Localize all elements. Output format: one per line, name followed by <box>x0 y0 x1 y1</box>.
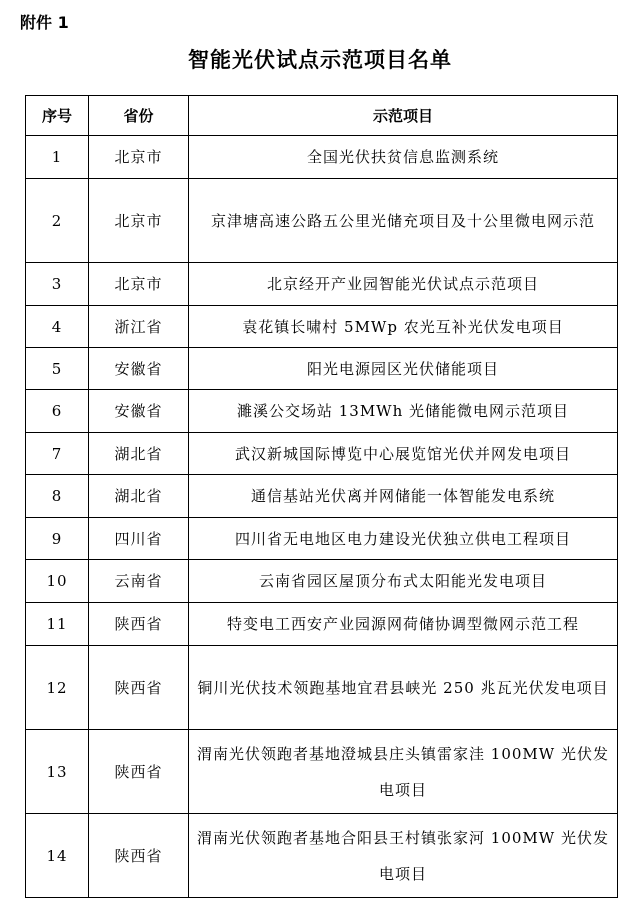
cell-province: 北京市 <box>89 136 189 179</box>
table-row <box>26 136 618 179</box>
cell-project: 全国光伏扶贫信息监测系统 <box>189 136 618 179</box>
table-row <box>26 348 618 390</box>
cell-project: 濉溪公交场站 13MWh 光储能微电网示范项目 <box>189 390 618 433</box>
cell-no: 2 <box>26 179 89 263</box>
cell-no: 1 <box>26 136 89 179</box>
table-row <box>26 730 618 814</box>
cell-no: 13 <box>26 730 89 814</box>
cell-province: 四川省 <box>89 518 189 560</box>
table-row <box>26 814 618 898</box>
cell-project: 铜川光伏技术领跑基地宜君县峡光 250 兆瓦光伏发电项目 <box>189 646 618 730</box>
table-row <box>26 263 618 306</box>
cell-project: 北京经开产业园智能光伏试点示范项目 <box>189 263 618 306</box>
table-row <box>26 179 618 263</box>
attachment-label: 附件 1 <box>20 13 69 32</box>
cell-no: 8 <box>26 475 89 518</box>
cell-no: 9 <box>26 518 89 560</box>
cell-province: 安徽省 <box>89 390 189 433</box>
cell-province: 北京市 <box>89 179 189 263</box>
cell-project: 通信基站光伏离并网储能一体智能发电系统 <box>189 475 618 518</box>
cell-project: 四川省无电地区电力建设光伏独立供电工程项目 <box>189 518 618 560</box>
table-row <box>26 390 618 433</box>
cell-province: 陕西省 <box>89 730 189 814</box>
cell-no: 3 <box>26 263 89 306</box>
pilot-project-table <box>25 95 618 898</box>
cell-no: 6 <box>26 390 89 433</box>
cell-project: 特变电工西安产业园源网荷储协调型微网示范工程 <box>189 603 618 646</box>
cell-no: 5 <box>26 348 89 390</box>
table-row <box>26 433 618 475</box>
header-project: 示范项目 <box>189 96 618 136</box>
cell-no: 10 <box>26 560 89 603</box>
cell-no: 14 <box>26 814 89 898</box>
cell-project: 渭南光伏领跑者基地合阳县王村镇张家河 100MW 光伏发电项目 <box>189 814 618 898</box>
cell-no: 12 <box>26 646 89 730</box>
cell-no: 11 <box>26 603 89 646</box>
table-header-row <box>26 96 618 136</box>
cell-project: 京津塘高速公路五公里光储充项目及十公里微电网示范 <box>189 179 618 263</box>
cell-province: 浙江省 <box>89 306 189 348</box>
cell-project: 阳光电源园区光伏储能项目 <box>189 348 618 390</box>
cell-province: 北京市 <box>89 263 189 306</box>
header-province: 省份 <box>89 96 189 136</box>
cell-project: 渭南光伏领跑者基地澄城县庄头镇雷家洼 100MW 光伏发电项目 <box>189 730 618 814</box>
cell-province: 湖北省 <box>89 433 189 475</box>
table-row <box>26 518 618 560</box>
cell-project: 武汉新城国际博览中心展览馆光伏并网发电项目 <box>189 433 618 475</box>
table-row <box>26 603 618 646</box>
cell-province: 湖北省 <box>89 475 189 518</box>
table-row <box>26 475 618 518</box>
table-row <box>26 646 618 730</box>
cell-province: 云南省 <box>89 560 189 603</box>
table-row <box>26 560 618 603</box>
cell-no: 4 <box>26 306 89 348</box>
page-title: 智能光伏试点示范项目名单 <box>188 48 452 72</box>
table-row <box>26 306 618 348</box>
cell-province: 安徽省 <box>89 348 189 390</box>
header-no: 序号 <box>26 96 89 136</box>
cell-project: 袁花镇长啸村 5MWp 农光互补光伏发电项目 <box>189 306 618 348</box>
cell-province: 陕西省 <box>89 646 189 730</box>
cell-no: 7 <box>26 433 89 475</box>
cell-project: 云南省园区屋顶分布式太阳能光发电项目 <box>189 560 618 603</box>
cell-province: 陕西省 <box>89 814 189 898</box>
cell-province: 陕西省 <box>89 603 189 646</box>
